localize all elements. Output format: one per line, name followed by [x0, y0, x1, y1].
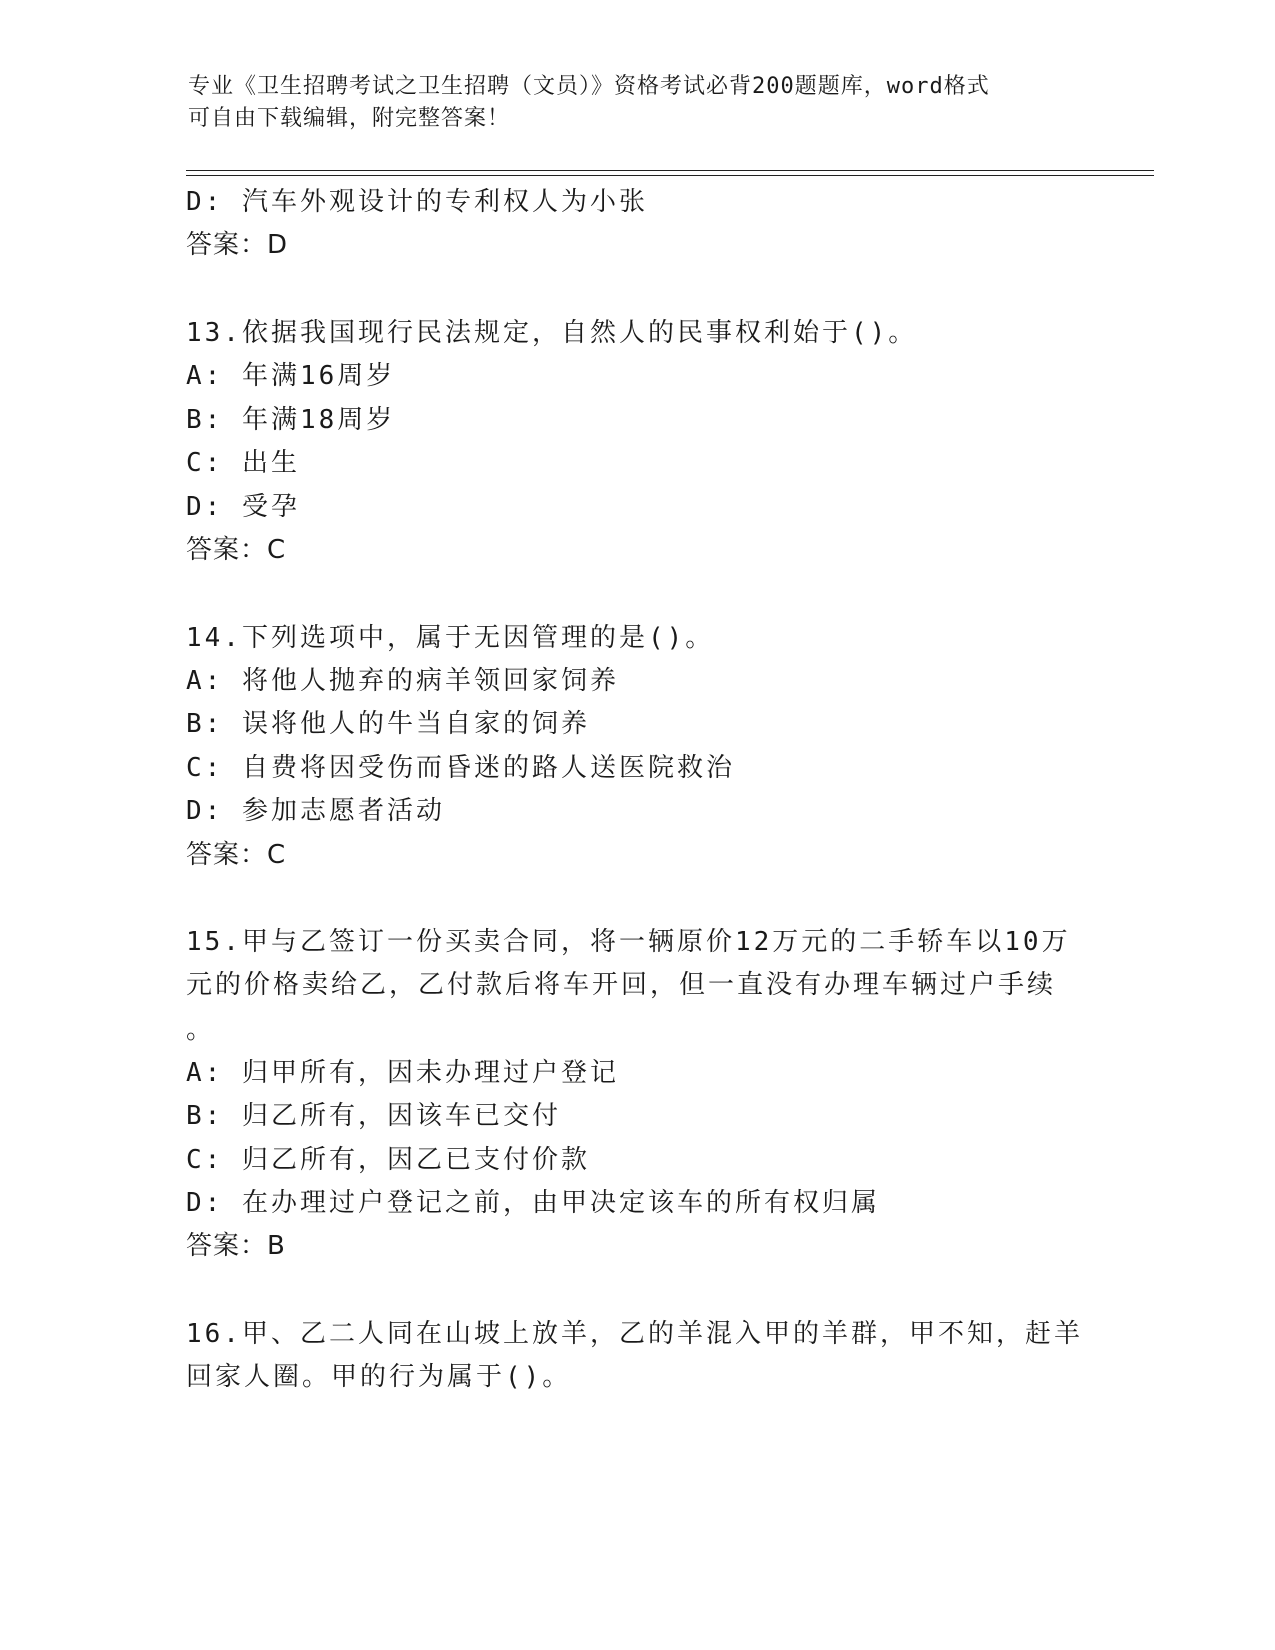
question-15-text-line-2: 元的价格卖给乙，乙付款后将车开回，但一直没有办理车辆过户手续	[186, 970, 1057, 1000]
option-b-text: B: 年满18周岁	[186, 405, 396, 435]
option-c-text: C: 自费将因受伤而昏迷的路人送医院救治	[186, 753, 735, 783]
option-b-text: B: 误将他人的牛当自家的饲养	[186, 709, 590, 739]
option-a-text: A: 年满16周岁	[186, 361, 396, 391]
header-rule-bottom	[186, 175, 1154, 176]
question-13-text: 13.依据我国现行民法规定，自然人的民事权利始于()。	[186, 318, 918, 348]
question-16-text-line-1: 16.甲、乙二人同在山坡上放羊，乙的羊混入甲的羊群，甲不知，赶羊	[186, 1319, 1083, 1349]
answer-text: 答案：C	[186, 535, 287, 565]
option-a-text: A: 将他人抛弃的病羊领回家饲养	[186, 666, 619, 696]
option-d-text: D: 受孕	[186, 492, 300, 522]
answer-text: 答案：B	[186, 1231, 286, 1261]
answer-text: 答案：D	[186, 230, 289, 260]
option-d-text: D: 在办理过户登记之前，由甲决定该车的所有权归属	[186, 1188, 880, 1218]
document-header-line-2: 可自由下载编辑，附完整答案！	[188, 106, 511, 131]
question-15-text-line-3: 。	[186, 1015, 216, 1045]
option-c-text: C: 归乙所有，因乙已支付价款	[186, 1145, 590, 1175]
option-d-text: D: 参加志愿者活动	[186, 796, 445, 826]
option-a-text: A: 归甲所有，因未办理过户登记	[186, 1058, 619, 1088]
option-c-text: C: 出生	[186, 448, 300, 478]
header-rule-top	[186, 170, 1154, 171]
answer-text: 答案：C	[186, 840, 287, 870]
option-b-text: B: 归乙所有，因该车已交付	[186, 1101, 561, 1131]
question-15-text-line-1: 15.甲与乙签订一份买卖合同，将一辆原价12万元的二手轿车以10万	[186, 927, 1071, 957]
option-d-text: D: 汽车外观设计的专利权人为小张	[186, 187, 648, 217]
question-16-text-line-2: 回家人圈。甲的行为属于()。	[186, 1362, 572, 1392]
document-header-line-1: 专业《卫生招聘考试之卫生招聘（文员）》资格考试必背200题题库，word格式	[188, 74, 990, 99]
question-14-text: 14.下列选项中，属于无因管理的是()。	[186, 623, 715, 653]
